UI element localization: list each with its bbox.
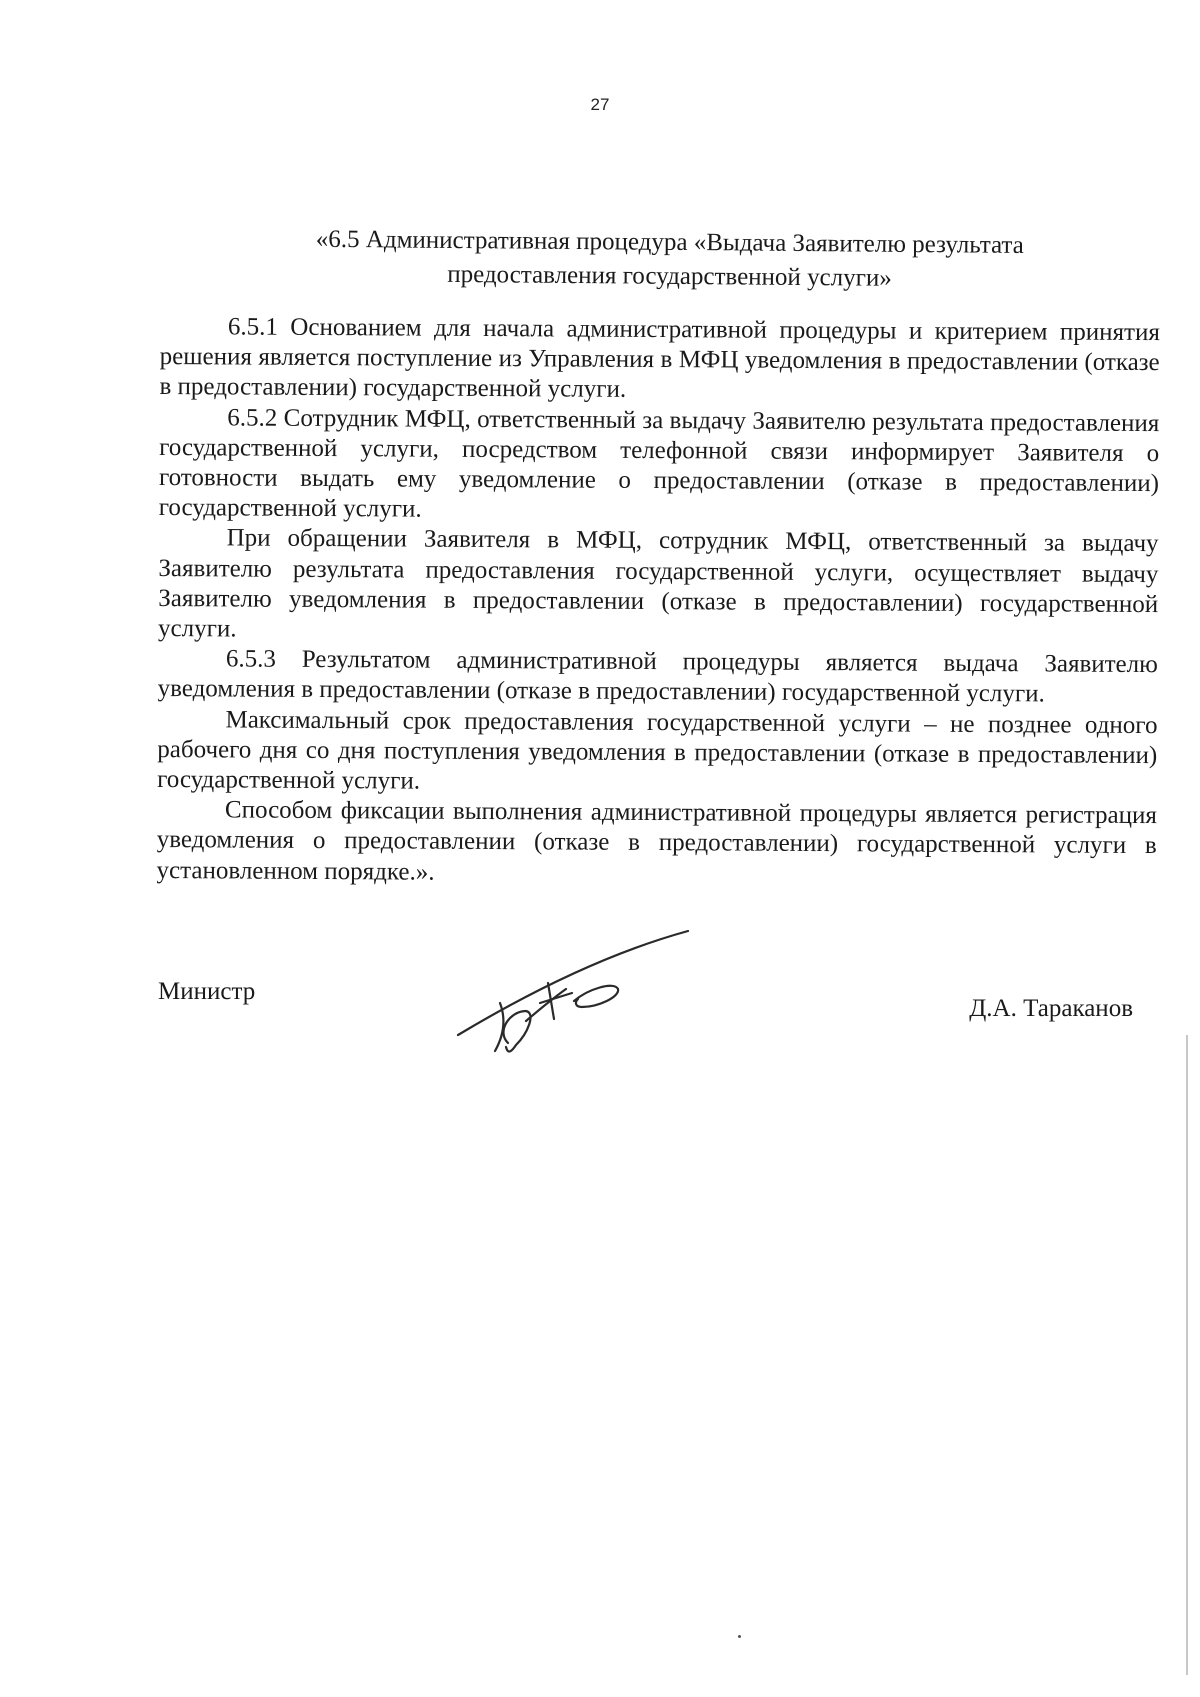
section-heading-line-1: «6.5 Административная процедура «Выдача Заявителю результата xyxy=(315,225,1024,259)
signature-block xyxy=(158,968,1158,1088)
paragraph-6-5-2: 6.5.2 Сотрудник МФЦ, ответственный за выдачу Заявителю результата предоставления государственной услуги, посредством телефонной связи информирует Заявителя о готовности выдать ему уведомление о предоставлении (отказе в предоставлении) государственной услуги. xyxy=(158,404,1160,523)
paragraph-max-term: Максимальный срок предоставления государственной услуги – не позднее одного рабочего дня со дня поступления уведомления в предоставлении (отказе в предоставлении) государственной услуги. xyxy=(157,706,1158,795)
section-heading-line-2: предоставления государственной услуги» xyxy=(447,260,892,292)
paragraph-appeal: При обращении Заявителя в МФЦ, сотрудник МФЦ, ответственный за выдачу Заявителю результата предоставления государственной услуги, осуществляет выдачу Заявителю уведомления в предоставлении (отказе в предоставлении) государственной услуги. xyxy=(157,524,1159,643)
signer-position: Министр xyxy=(158,978,256,1005)
paragraph-fixation-method: Способом фиксации выполнения административной процедуры является регистрация уведомления о предоставлении (отказе в предоставлении) государственной услуги в установленном порядке.». xyxy=(156,796,1158,886)
scan-edge-line xyxy=(1186,1035,1188,1675)
body-text xyxy=(156,312,1159,892)
paragraph-6-5-3: 6.5.3 Результатом административной процедуры является выдача Заявителю уведомления в предоставлении (отказе в предоставлении) государственной услуги. xyxy=(157,645,1158,708)
scan-speck xyxy=(738,1635,741,1638)
page-number: 27 xyxy=(590,95,610,114)
signature-mark-icon xyxy=(448,923,708,1093)
signer-name: Д.А. Тараканов xyxy=(969,995,1133,1022)
section-heading xyxy=(229,222,1110,298)
paragraph-6-5-1: 6.5.1 Основанием для начала административной процедуры и критерием принятия решения является поступление из Управления в МФЦ уведомления в предоставлении (отказе в предоставлении) государственной услуги. xyxy=(159,313,1160,404)
